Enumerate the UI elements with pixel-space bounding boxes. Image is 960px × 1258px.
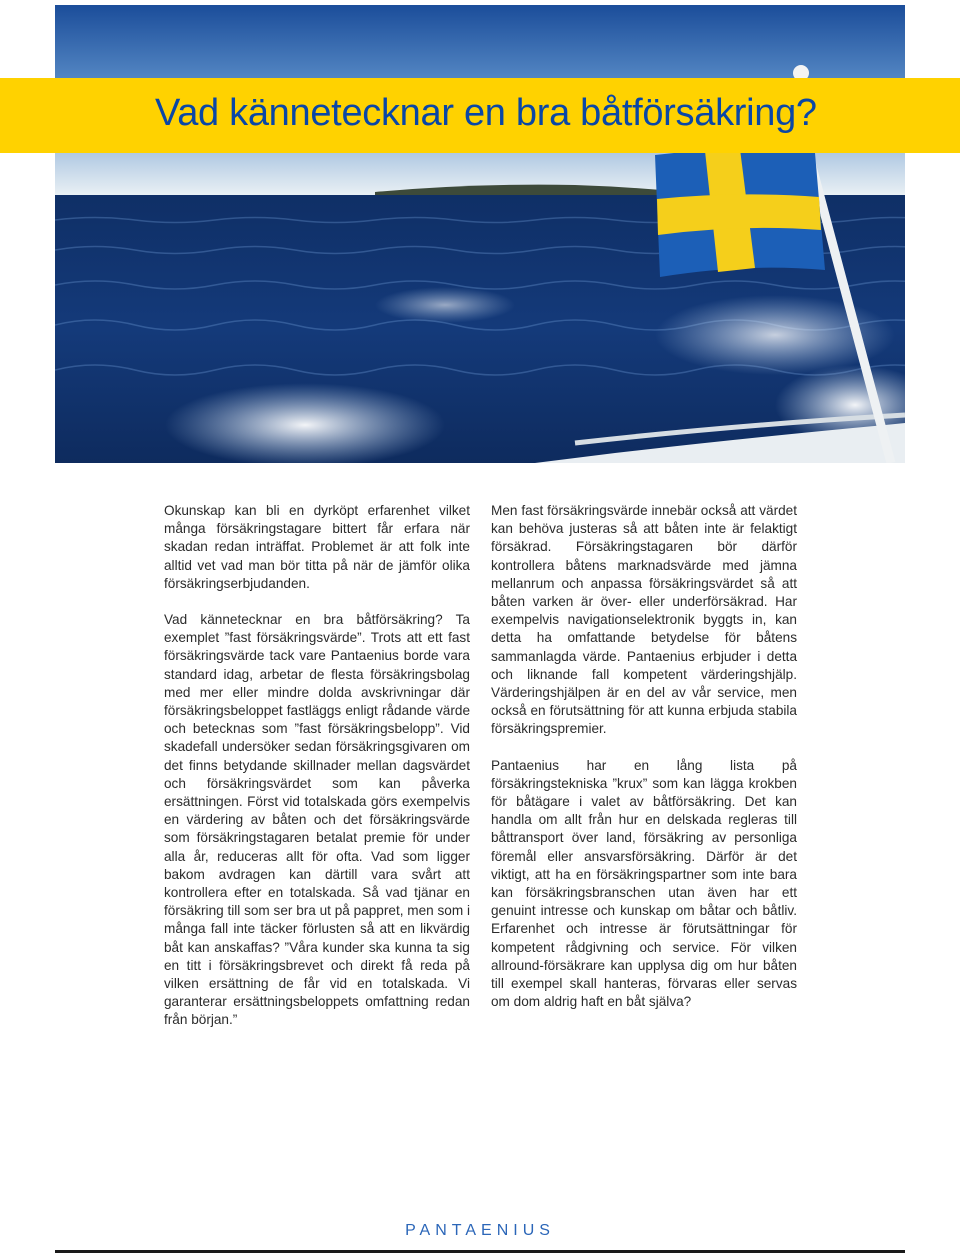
left-column <box>164 502 470 1048</box>
sea-wake-illustration <box>55 5 905 463</box>
hero-photo <box>55 5 905 463</box>
brand-logo: PANTAENIUS <box>405 1222 555 1239</box>
paragraph: Vad kännetecknar en bra båtförsäkring? Ta exemplet ”fast försäkringsvärde”. Trots att ett fast försäkringsvärde tack vare Pantaenius borde vara standard idag, arbetar de flesta försäkringsbolag med mer eller mindre dolda avskrivningar där försäkringsbeloppet fastläggs enligt rådande värde och betecknas som ”fast försäkringsbelopp”. Vid skadefall undersöker sedan försäkringsgivaren om det finns betydande skillnader mellan dagsvärdet och försäkringsvärdet som kan påverka ersättningen. Först vid totalskada görs exempelvis en värdering av båten och det försäkringsvärde som försäkringstagaren betalat premie för under alla år, reduceras allt för ofta. Vad som ligger bakom avdragen kan därtill vara svårt att kontrollera efter en totalskada. Så vad tjänar en försäkring till som ser bra ut på pappret, men som i många fall inte täcker förlusten så att en likvärdig båt kan anskaffas? ”Våra kunder ska kunna ta sig en titt i försäkringsbrevet och direkt få reda på vilken ersättning de får vid en totalskada. Vi garanterar ersättningsbeloppets omfattning redan från början.” <box>164 612 470 1028</box>
paragraph: Pantaenius har en lång lista på försäkringstekniska ”krux” som kan lägga krokben för båtägare i valet av båtförsäkring. Det kan handla om allt från hur en delskada regleras till båttransport över land, försäkring av personliga föremål eller ansvarsförsäkring. Därför är det viktigt, att ha en försäkringspartner som inte bara kan försäkringsbranschen utan även har ett genuint intresse och kunskap om båtar och båtliv. Erfarenhet och intresse är förutsättningar för kompetent rådgivning och service. För vilken allround-försäkrare kan upplysa dig om hur båten till exempel skall hanteras, förvaras eller servas om dom aldrig haft en båt själva? <box>491 757 797 1010</box>
right-column <box>491 502 797 1029</box>
swedish-flag <box>655 149 825 277</box>
bottom-divider <box>55 1250 905 1253</box>
paragraph: Men fast försäkringsvärde innebär också att värdet kan behöva justeras så att båten inte är felaktigt försäkrad. Försäkringstagaren bör därför kontrollera båtens marknadsvärde med jämna mellanrum och anpassa försäkringsvärdet så att båten varken är över- eller underförsäkrad. Har exempelvis navigationselektronik byggts in, kan detta ha omfattande betydelse för båtens sammanlagda värde. Pantaenius erbjuder i detta och liknande fall kompetent värderingshjälp. Värderingshjälpen är en del av vår service, men också en förutsättning för att kunna erbjuda stabila försäkringspremier. <box>491 503 797 737</box>
page-title: Vad kännetecknar en bra båtförsäkring? <box>155 92 817 134</box>
paragraph: Okunskap kan bli en dyrköpt erfarenhet vilket många försäkringstagare bittert får erfara när skadan redan inträffat. Problemet är att folk inte alltid vet vad man bör titta på när de jämför olika försäkringserbjudanden. <box>164 503 470 591</box>
